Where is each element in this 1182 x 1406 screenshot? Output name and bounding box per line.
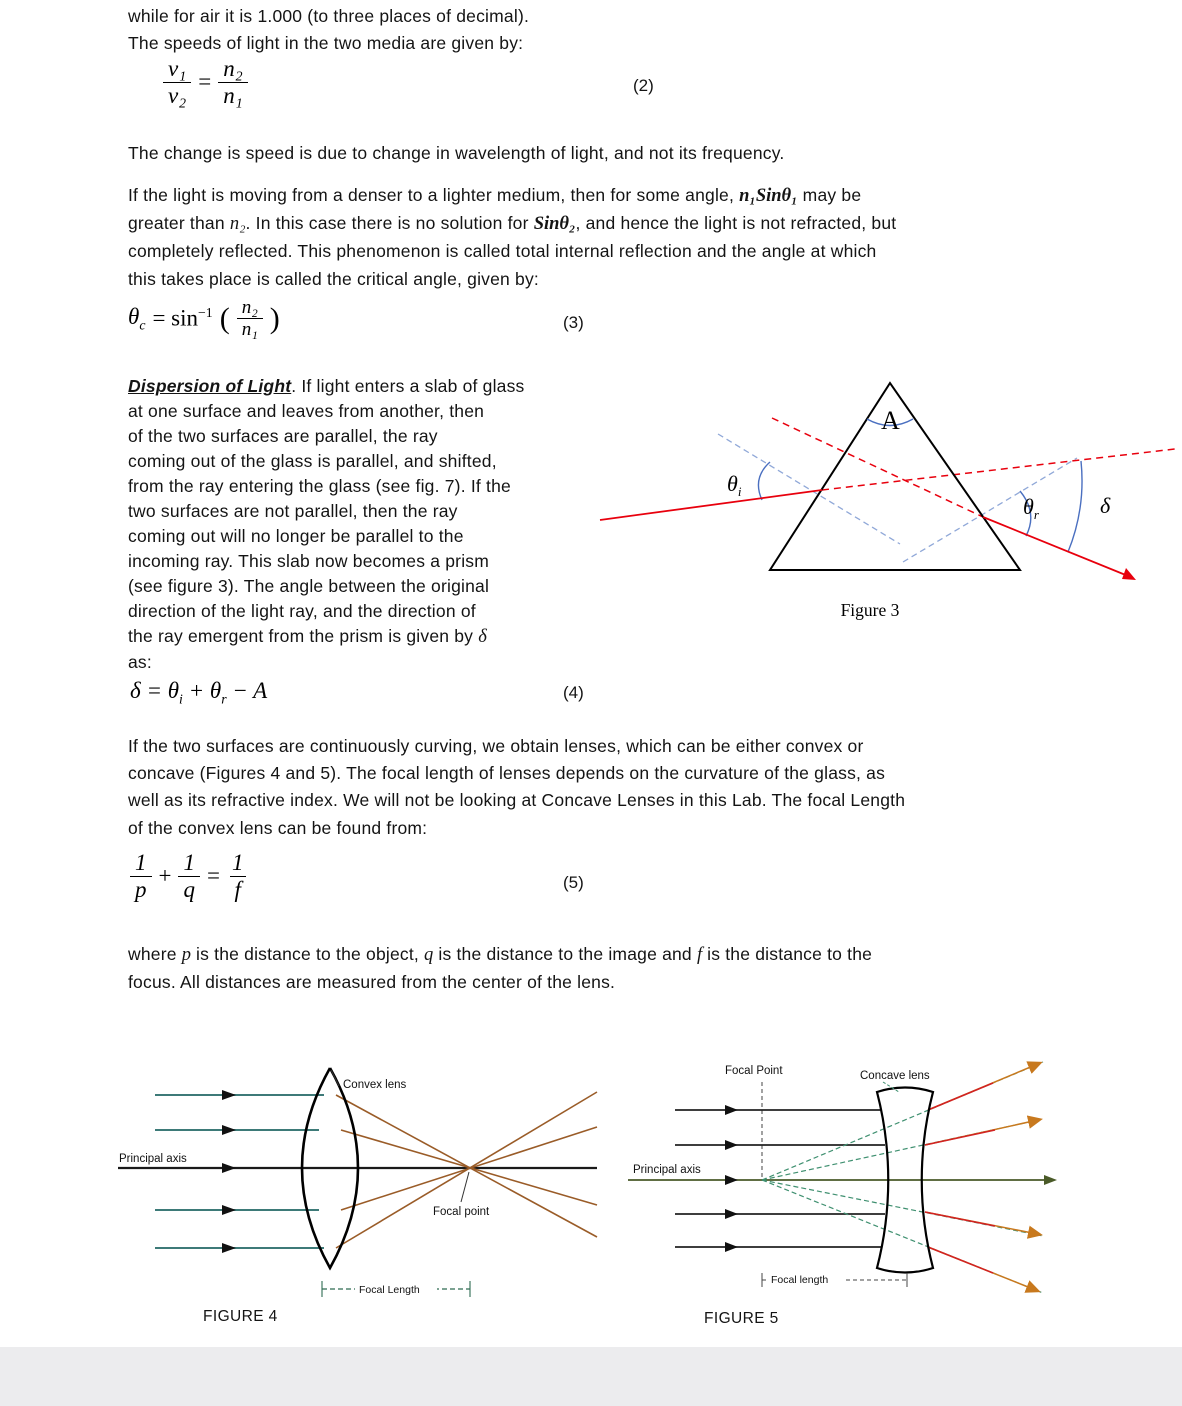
theta-i-label: $\theta_i$ [727,471,742,499]
text-line: as: [128,652,152,672]
ray-arrowhead [222,1205,236,1215]
theta-i-arc [758,462,770,500]
focal-length-label: Focal Length [359,1284,420,1296]
equation-3-number: (3) [563,313,584,332]
text-run: . In this case there is no solution for [245,213,534,234]
theta-r-label: $\theta_r$ [1023,494,1039,522]
principal-axis-label: Principal axis [633,1164,701,1176]
denominator: f [230,876,246,903]
text-run: the ray emergent from the prism is given by [128,626,479,646]
numerator: 1 [183,850,195,875]
emergent-ray-arrowhead [1122,568,1136,580]
concave-lens-label: Concave lens [860,1070,930,1082]
equation-4 [130,678,267,708]
ray-arrowhead [725,1105,738,1115]
figure-4-caption: FIGURE 4 [203,1308,278,1325]
denominator: p [130,876,152,903]
equals-sign: = [198,69,212,95]
fraction [237,297,263,341]
lenses-paragraph [128,733,905,842]
fraction [178,850,200,903]
angle-A-label: A [881,406,900,435]
math-run: n₁Sinθ₁ [739,186,798,206]
text-line: well as its refractive index. We will not be looking at Concave Lenses in this Lab. The focal Length [128,790,906,811]
open-paren: ( [219,301,230,335]
equals-sign: = [206,863,220,889]
ray-arrowhead [222,1090,236,1100]
text-line: concave (Figures 4 and 5). The focal length of lenses depends on the curvature of the glass, as [128,763,886,784]
delta-label: δ [1100,493,1111,518]
text-line [128,182,896,210]
text-line: from the ray entering the glass (see fig. 7). If the [128,476,511,496]
dispersion-paragraph [128,374,614,675]
math-run: q [424,945,434,965]
fraction [227,850,249,903]
convex-lens-pointer-line [331,1070,339,1086]
text-line: this takes place is called the critical angle, given by: [128,268,539,289]
ray-arrowhead [222,1163,236,1173]
figure-3-prism-diagram [600,372,1182,630]
ray-arrowhead [222,1243,236,1253]
numerator: v₁ [168,56,187,81]
text-line: coming out will no longer be parallel to the [128,526,464,546]
delta-arc [1068,461,1082,552]
text-line: at one surface and leaves from another, then [128,401,485,421]
text-line [128,624,614,650]
math-run: n₂ [229,214,246,235]
convex-lens-label: Convex lens [343,1079,407,1091]
ray-arrowhead [725,1242,738,1252]
denominator: v₂ [163,82,191,109]
text-line: of the two surfaces are parallel, the ray [128,426,438,446]
fraction [163,56,191,109]
figure-5-concave-lens-diagram [625,1042,1065,1314]
delta-theta-expression: $\delta = \theta_i + \theta_r - A$ [130,678,268,707]
text-run: greater than [128,213,230,234]
equation-2 [163,56,248,109]
incident-extension-line [822,449,1175,490]
text-line: coming out of the glass is parallel, and shifted, [128,451,497,471]
text-line [128,210,896,238]
focal-point-label: Focal point [433,1206,490,1218]
equation-5 [130,850,248,903]
text-run: . If light enters a slab of glass [291,376,525,396]
text-run: , and hence the light is not refracted, but [575,213,897,234]
numerator: 1 [231,850,244,875]
theta-c: $\theta_c$ [128,303,146,333]
denominator: q [178,876,200,903]
refracted-ray [925,1212,995,1226]
text-run: is the distance to the image and [433,944,697,964]
figure-3-caption: Figure 3 [840,600,900,620]
refracted-ray [928,1247,993,1273]
text-line: two surfaces are not parallel, then the ray [128,501,458,521]
text-line: completely reflected. This phenomenon is called total internal reflection and the angle at which [128,241,877,262]
math-run: Sinθ₂ [533,214,576,235]
incident-ray [600,490,822,520]
text-line [128,374,614,399]
tir-paragraph [128,182,896,293]
numerator: n₂ [241,297,258,318]
math-run: p [181,945,191,965]
emergent-extension-line [772,418,983,517]
ray-arrowhead [222,1125,236,1135]
text-line: incoming ray. This slab now becomes a prism [128,551,490,571]
numerator: 1 [135,850,147,875]
close-paren: ) [269,301,280,335]
ray-arrowhead [725,1209,738,1219]
entry-normal-line [718,434,900,544]
ray-arrowhead [725,1140,738,1150]
denominator: n₁ [218,82,248,109]
text-run: If the light is moving from a denser to a lighter medium, then for some angle, [128,185,740,205]
sin-inverse: = $\sin^{-1}$ [152,305,213,332]
equation-3 [128,297,280,341]
text-line: direction of the light ray, and the direction of [128,601,476,621]
refracted-ray [928,1083,993,1110]
text-run: may be [797,185,862,205]
text-line: If the two surfaces are continuously curving, we obtain lenses, which can be either convex or [128,736,864,756]
text-line: The speeds of light in the two media are given by: [128,33,524,54]
ray-arrowhead [725,1175,738,1185]
equation-5-number: (5) [563,873,584,892]
refracted-ray [925,1130,995,1145]
speed-change-line: The change is speed is due to change in wavelength of light, and not its frequency. [128,143,785,163]
text-line: (see figure 3). The angle between the original [128,576,490,596]
equation-2-number: (2) [633,76,654,95]
numerator: n₂ [223,56,243,81]
distances-paragraph [128,941,872,996]
text-line: of the convex lens can be found from: [128,817,428,838]
text-line [128,941,872,969]
figure-5-caption: FIGURE 5 [704,1310,779,1327]
math-run: f [696,945,703,965]
math-run: δ [478,627,487,647]
principal-axis-label: Principal axis [119,1153,187,1165]
axis-arrowhead [1044,1175,1057,1185]
focal-point-pointer-line [461,1172,469,1202]
text-run: is the distance to the object, [190,944,425,964]
intro-paragraph [128,3,529,57]
denominator: n₁ [237,318,263,340]
focal-length-label: Focal length [771,1274,829,1286]
text-line: focus. All distances are measured from the center of the lens. [128,972,616,993]
focal-point-label: Focal Point [725,1065,783,1077]
text-line: while for air it is 1.000 (to three places of decimal). [128,6,530,26]
fraction [218,56,248,109]
figure-4-convex-lens-diagram [110,1062,605,1310]
equation-4-number: (4) [563,683,584,702]
exit-normal-line [903,458,1077,562]
plus-sign: + [158,863,172,889]
page-bottom-band [0,1347,1182,1406]
fraction [130,850,152,903]
text-run: where [128,944,182,964]
text-run: is the distance to the [702,944,873,964]
dispersion-heading: Dispersion of Light [128,376,292,396]
